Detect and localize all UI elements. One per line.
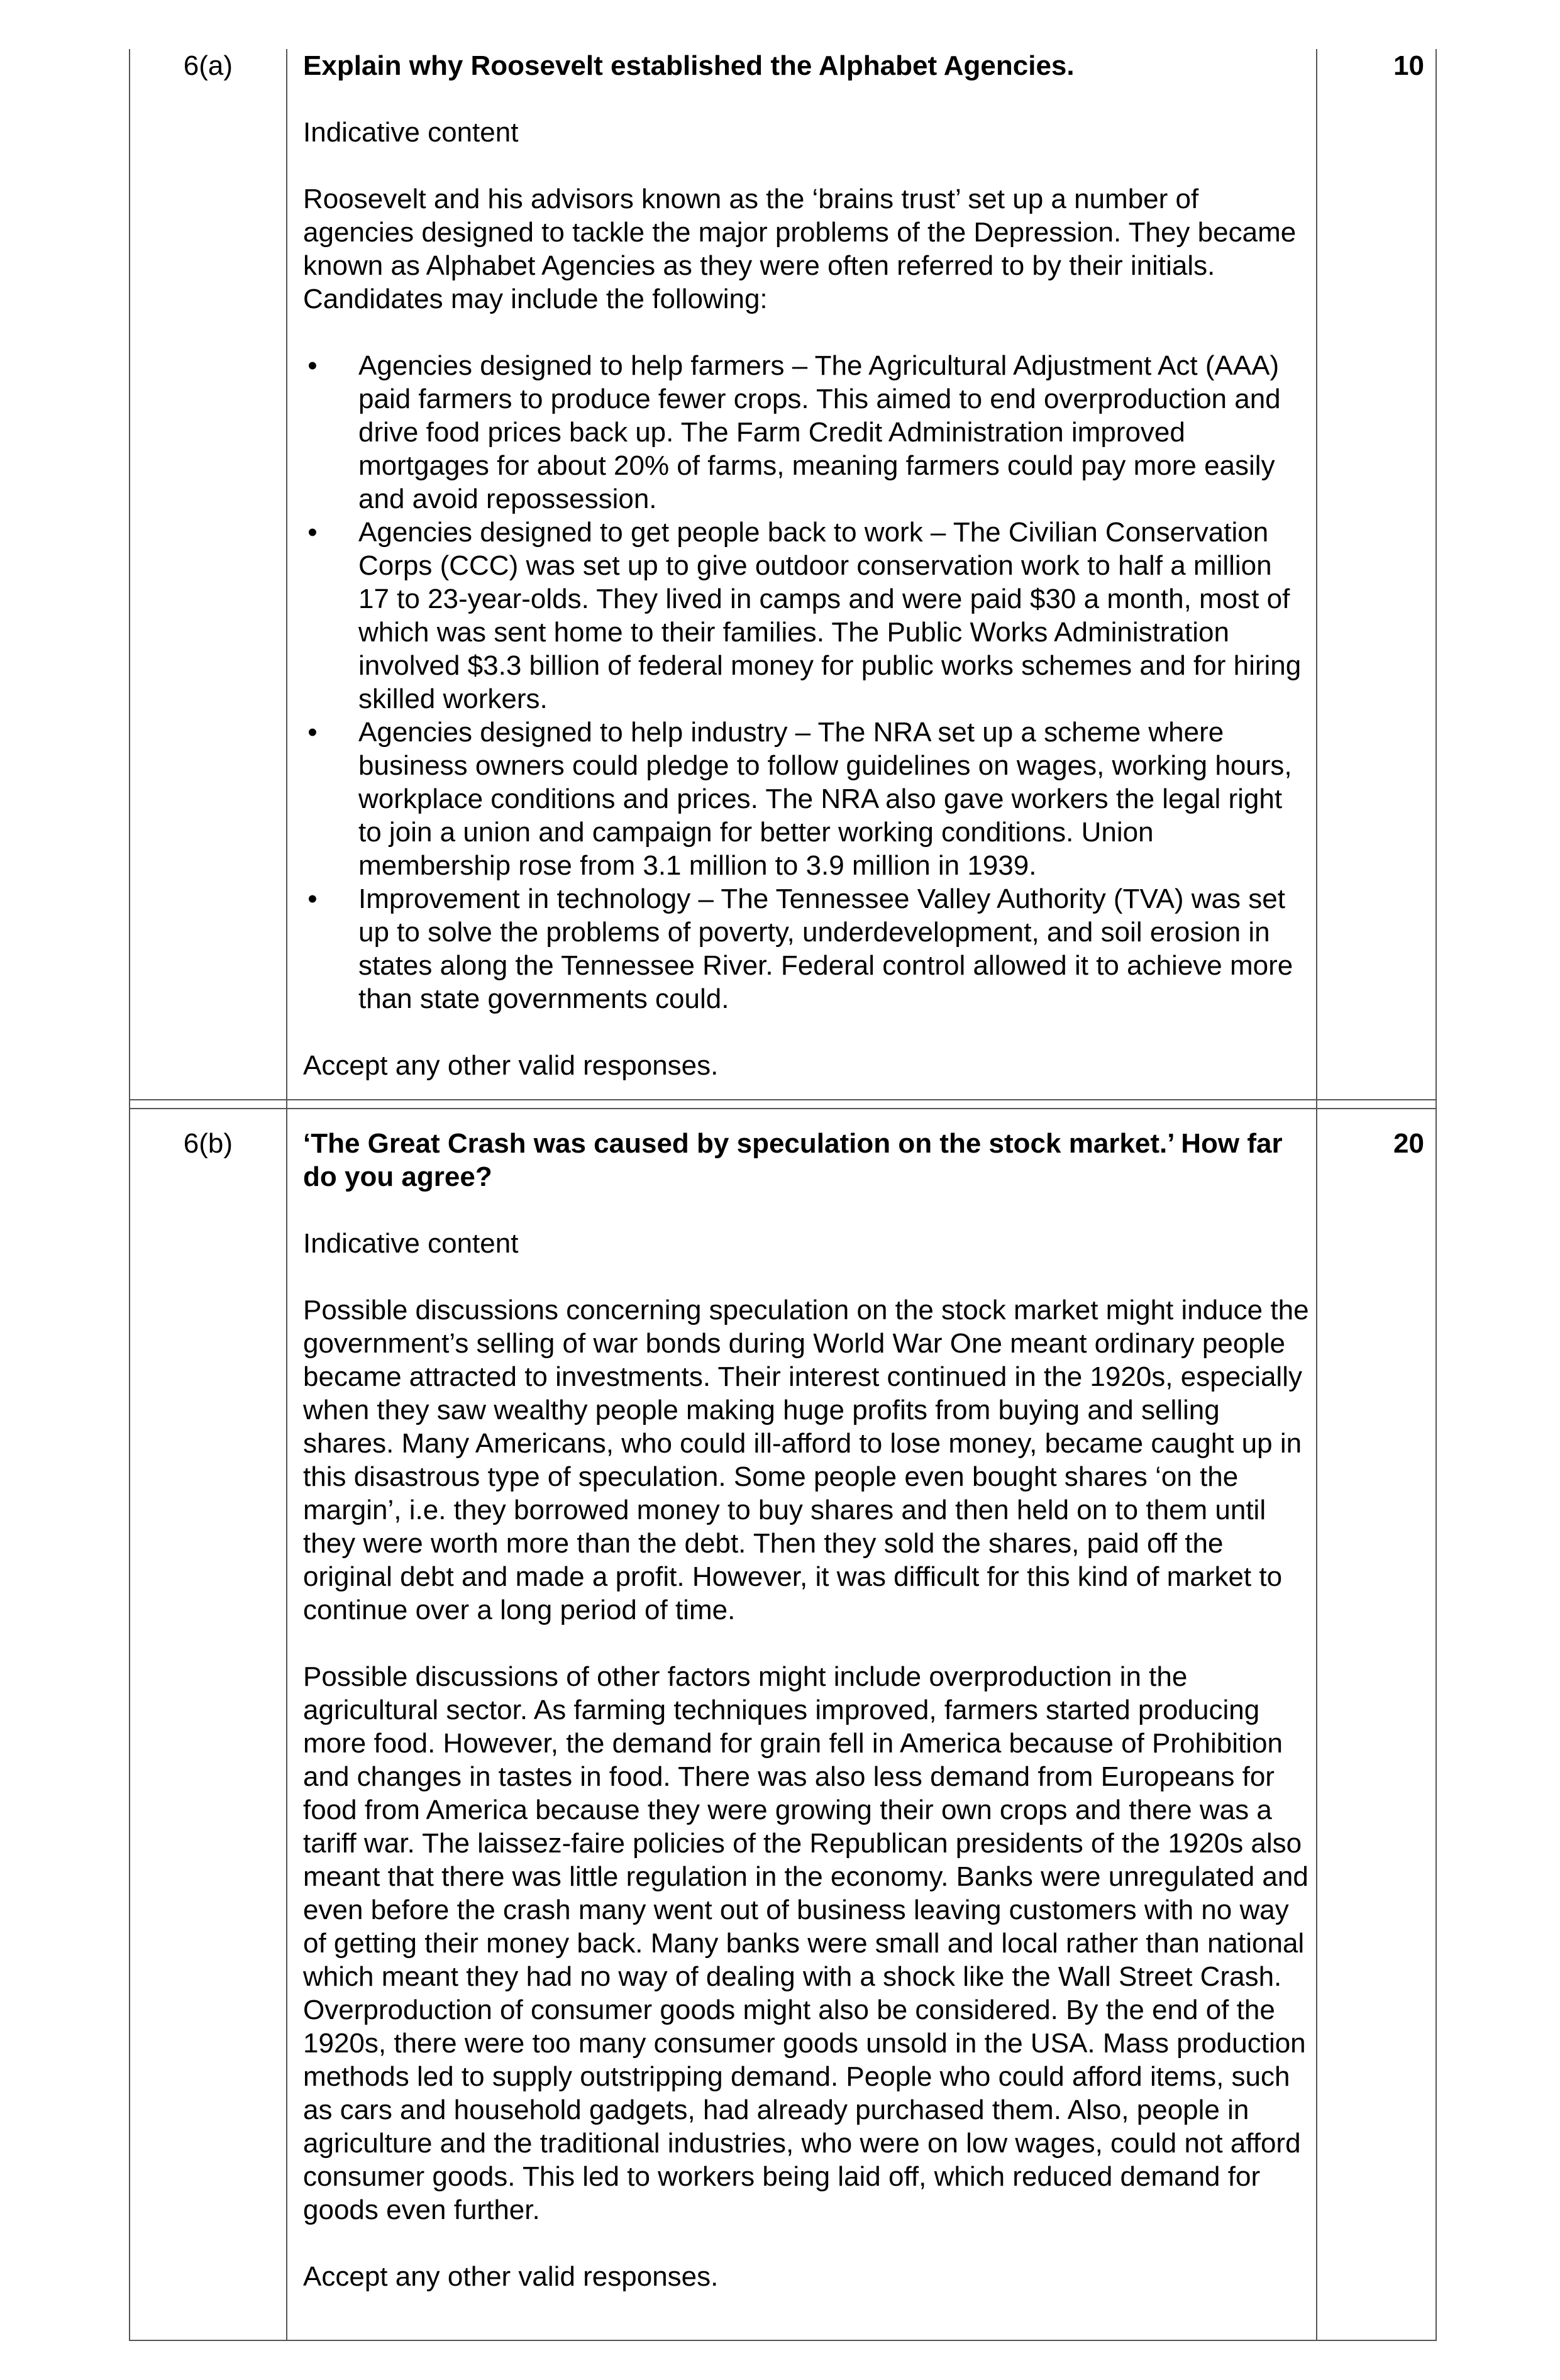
column-divider-1 bbox=[286, 49, 287, 2341]
intro-paragraph: Roosevelt and his advisors known as the ‘brains trust’ set up a number of agencies designed to tackle the major problems of the Depression. They became known as Alphabet Agencies as they were often referred to by their initials. Candidates may include the following: bbox=[303, 184, 1297, 314]
closing-note: Accept any other valid responses. bbox=[303, 1050, 719, 1081]
list-item: • Agencies designed to help farmers – The Agricultural Adjustment Act (AAA) paid farmers to produce fewer crops. This aimed to end overproduction and drive food prices back up. The Farm Credit Administration improved mortgages for about 20% of farms, meaning farmers could pay more easily and avoid repossession. bbox=[303, 349, 1309, 516]
list-item: • Improvement in technology – The Tennessee Valley Authority (TVA) was set up to solve the problems of poverty, underdevelopment, and soil erosion in states along the Tennessee River. Federal control allowed it to achieve more than state governments could. bbox=[303, 882, 1309, 1016]
question-title: ‘The Great Crash was caused by speculation on the stock market.’ How far do you agree? bbox=[303, 1128, 1283, 1192]
bullet-icon: • bbox=[307, 883, 318, 914]
question-marks: 20 bbox=[1393, 1128, 1424, 1159]
agency-bullet-list bbox=[303, 349, 1309, 1016]
other-factors-paragraph: Possible discussions of other factors might include overproduction in the agricultural sector. As farming techniques improved, farmers started producing more food. However, the demand for grain fell in America because of Prohibition and changes in tastes in food. There was also less demand from Europeans for food from America because they were growing their own crops and there was a tariff war. The laissez-faire policies of the Republican presidents of the 1920s also meant that there was little regulation in the economy. Banks were unregulated and even before the crash many went out of business leaving customers with no way of getting their money back. Many banks were small and local rather than national which meant they had no way of dealing with a shock like the Wall Street Crash. Overproduction of consumer goods might also be considered. By the end of the 1920s, there were too many consumer goods unsold in the USA. Mass production methods led to supply outstripping demand. People who could afford items, such as cars and household gadgets, had already purchased them. Also, people in agriculture and the traditional industries, who were on low wages, could not afford consumer goods. This led to workers being laid off, which reduced demand for goods even further. bbox=[303, 1661, 1308, 2225]
bullet-icon: • bbox=[307, 517, 318, 548]
column-divider-2 bbox=[1316, 49, 1317, 2341]
speculation-paragraph: Possible discussions concerning speculation on the stock market might induce the government’s selling of war bonds during World War One meant ordinary people became attracted to investments. Their interest continued in the 1920s, especially when they saw wealthy people making huge profits from buying and selling shares. Many Americans, who could ill-afford to lose money, became caught up in this disastrous type of speculation. Some people even bought shares ‘on the margin’, i.e. they borrowed money to buy shares and then held on to them until they were worth more than the debt. Then they sold the shares, paid off the original debt and made a profit. However, it was difficult for this kind of market to continue over a long period of time. bbox=[303, 1295, 1309, 1625]
question-title: Explain why Roosevelt established the Alphabet Agencies. bbox=[303, 50, 1075, 81]
list-item: • Agencies designed to get people back to work – The Civilian Conservation Corps (CCC) was set up to give outdoor conservation work to half a million 17 to 23-year-olds. They lived in camps and were paid $30 a month, most of which was sent home to their families. The Public Works Administration involved $3.3 billion of federal money for public works schemes and for hiring skilled workers. bbox=[303, 516, 1309, 716]
table-border-bottom bbox=[129, 2340, 1437, 2341]
indicative-content-label: Indicative content bbox=[303, 1228, 519, 1259]
question-6b-content bbox=[303, 1127, 1309, 2293]
closing-note: Accept any other valid responses. bbox=[303, 2261, 719, 2292]
question-6a-content bbox=[303, 49, 1309, 1082]
question-number: 6(a) bbox=[183, 50, 233, 81]
question-number: 6(b) bbox=[183, 1128, 233, 1159]
bullet-icon: • bbox=[307, 717, 318, 748]
list-item: • Agencies designed to help industry – The NRA set up a scheme where business owners could pledge to follow guidelines on wages, working hours, workplace conditions and prices. The NRA also gave workers the legal right to join a union and campaign for better working conditions. Union membership rose from 3.1 million to 3.9 million in 1939. bbox=[303, 716, 1309, 882]
indicative-content-label: Indicative content bbox=[303, 117, 519, 148]
bullet-icon: • bbox=[307, 350, 318, 381]
table-border-left bbox=[129, 49, 130, 2341]
table-border-right bbox=[1436, 49, 1437, 2341]
row-separator-bottom bbox=[129, 1108, 1437, 1109]
row-separator-top bbox=[129, 1099, 1437, 1100]
question-marks: 10 bbox=[1393, 50, 1424, 81]
